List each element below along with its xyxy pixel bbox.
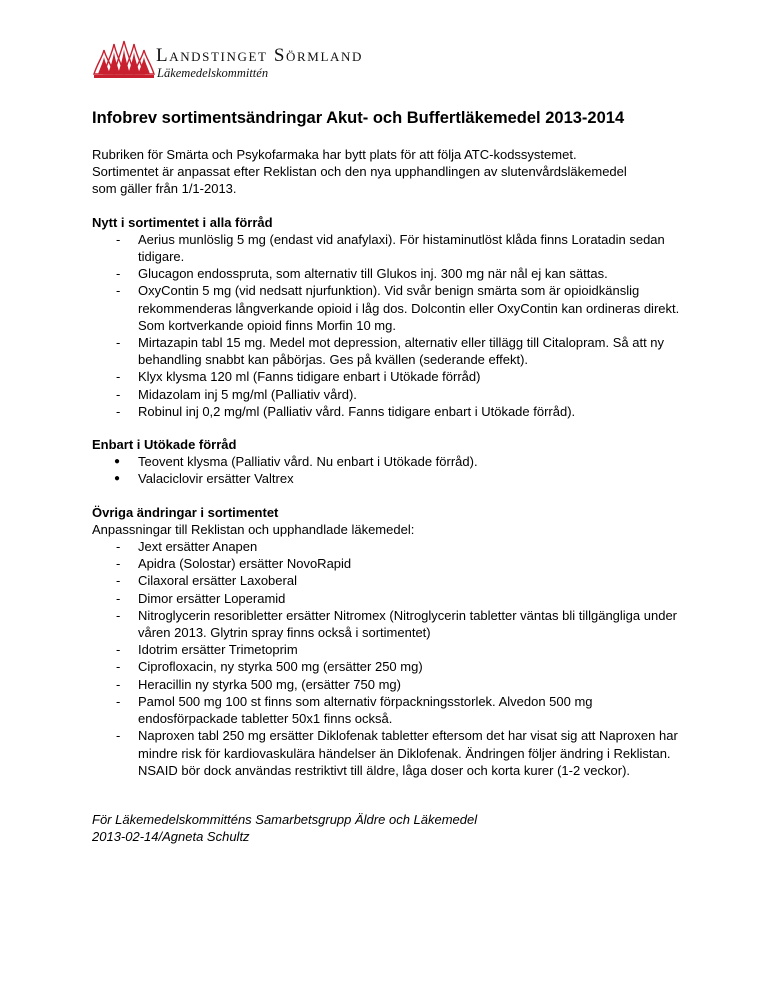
list-item: ● Valaciclovir ersätter Valtrex [92, 470, 692, 487]
landstinget-logo-icon [92, 40, 156, 82]
list-item: - Robinul inj 0,2 mg/ml (Palliativ vård. Fanns tidigare enbart i Utökade förråd). [92, 403, 692, 420]
extended-items-list [92, 453, 692, 487]
intro-line: som gäller från 1/1-2013. [92, 181, 237, 197]
new-items-list [92, 231, 692, 420]
list-item: - Aerius munlöslig 5 mg (endast vid anafylaxi). För histaminutlöst klåda finns Loratadin sedan tidigare. [92, 231, 692, 265]
list-item: - Pamol 500 mg 100 st finns som alternativ förpackningsstorlek. Alvedon 500 mg endosförpackade tabletter 50x1 finns också. [92, 693, 692, 727]
list-item: - Cilaxoral ersätter Laxoberal [92, 572, 692, 589]
list-item: - Klyx klysma 120 ml (Fanns tidigare enbart i Utökade förråd) [92, 368, 692, 385]
list-item: - Naproxen tabl 250 mg ersätter Diklofenak tabletter eftersom det har visat sig att Naproxen har mindre risk för kardiovaskulära händelser än Diklofenak. Ändringen följer ändring i Reklistan. NSAID bör dock användas restriktivt till äldre, låga doser och korta kurer (1-2 veckor). [92, 727, 692, 779]
footer-date-author: 2013-02-14/Agneta Schultz [92, 829, 250, 845]
list-item: - Ciprofloxacin, ny styrka 500 mg (ersätter 250 mg) [92, 658, 692, 675]
organization-name: Landstinget Sörmland [156, 45, 363, 66]
organization-subtitle: Läkemedelskommittén [157, 66, 269, 80]
document-title: Infobrev sortimentsändringar Akut- och Buffertläkemedel 2013-2014 [92, 109, 625, 127]
section-heading-other-changes: Övriga ändringar i sortimentet [92, 504, 279, 520]
list-item: - Apidra (Solostar) ersätter NovoRapid [92, 555, 692, 572]
list-item: ● Teovent klysma (Palliativ vård. Nu enbart i Utökade förråd). [92, 453, 692, 470]
list-item: - Nitroglycerin resoribletter ersätter Nitromex (Nitroglycerin tabletter väntas bli tillgängliga under våren 2013. Glytrin spray finns också i sortimentet) [92, 607, 692, 641]
list-item: - OxyContin 5 mg (vid nedsatt njurfunktion). Vid svår benign smärta som är opioidkänslig rekommenderas långverkande opioid i låg dos. Dolcontin eller OxyContin kan ordineras direkt. Som kortverkande opioid finns Morfin 10 mg. [92, 282, 692, 334]
changes-list [92, 538, 692, 779]
footer-signature-line: För Läkemedelskommitténs Samarbetsgrupp Äldre och Läkemedel [92, 811, 478, 827]
list-item: - Mirtazapin tabl 15 mg. Medel mot depression, alternativ eller tillägg till Citalopram. Så att ny behandling snabbt kan påbörjas. Ges på kvällen (sederande effekt). [92, 334, 692, 368]
intro-line: Sortimentet är anpassat efter Reklistan och den nya upphandlingen av slutenvårdsläkemedel [92, 164, 627, 180]
list-item: - Jext ersätter Anapen [92, 538, 692, 555]
intro-line: Rubriken för Smärta och Psykofarmaka har bytt plats för att följa ATC-kodssystemet. [92, 147, 577, 162]
section-heading-extended-only: Enbart i Utökade förråd [92, 437, 237, 453]
section-lead: Anpassningar till Reklistan och upphandlade läkemedel: [92, 521, 415, 537]
section-heading-new-in-all: Nytt i sortimentet i alla förråd [92, 214, 273, 230]
list-item: - Midazolam inj 5 mg/ml (Palliativ vård). [92, 386, 692, 403]
list-item: - Glucagon endosspruta, som alternativ till Glukos inj. 300 mg när nål ej kan sättas. [92, 265, 692, 282]
list-item: - Dimor ersätter Loperamid [92, 590, 692, 607]
document-body [92, 146, 692, 845]
list-item: - Idotrim ersätter Trimetoprim [92, 641, 692, 658]
list-item: - Heracillin ny styrka 500 mg, (ersätter 750 mg) [92, 676, 692, 693]
